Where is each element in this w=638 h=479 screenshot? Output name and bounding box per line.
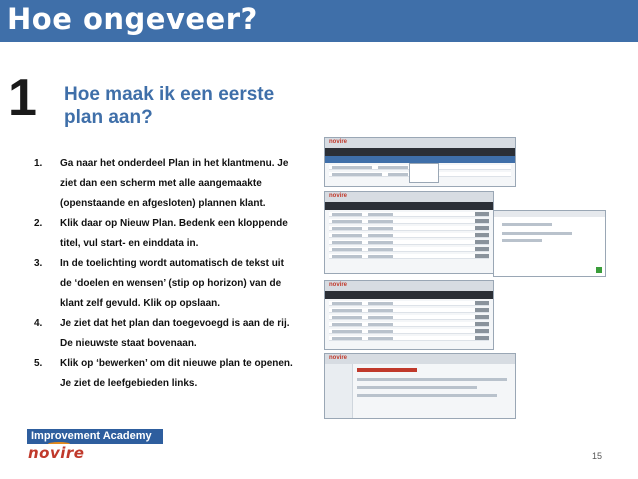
screenshot-plan-edit <box>324 353 516 419</box>
app-nav <box>325 202 493 210</box>
step-item-number: 5. <box>34 358 43 369</box>
table-row <box>329 254 489 259</box>
title-bar <box>0 0 638 42</box>
screenshot-new-plan <box>324 191 494 274</box>
app-header <box>325 281 493 291</box>
novire-logo: novire <box>28 444 85 462</box>
app-nav <box>325 148 515 156</box>
save-button <box>596 267 602 273</box>
novire-logo-icon: novire <box>329 282 348 288</box>
app-header <box>325 138 515 148</box>
step-item-text: In de toelichting wordt automatisch de tekst uit de ‘doelen en wensen’ (stip op horizon) van de klant zelf gevuld. Klik op opslaan. <box>60 258 284 309</box>
step-item-number: 4. <box>34 318 43 329</box>
step-item-number: 1. <box>34 158 43 169</box>
step-item-text: Klik daar op Nieuw Plan. Bedenk een kloppende titel, vul start- en einddata in. <box>60 218 288 249</box>
dropdown-menu <box>409 163 439 183</box>
table-row <box>329 336 489 341</box>
step-item-text: Je ziet dat het plan dan toegevoegd is aan de rij. De nieuwste staat bovenaan. <box>60 318 290 349</box>
step-item-text: Klik op ‘bewerken’ om dit nieuwe plan te openen. Je ziet de leefgebieden links. <box>60 358 293 389</box>
slide-heading: Hoe maak ik een eerste plan aan? <box>64 84 275 128</box>
step-item-number: 2. <box>34 218 43 229</box>
new-plan-popup <box>493 210 606 277</box>
slide-title: Hoe ongeveer? <box>7 2 258 36</box>
app-nav <box>325 291 493 299</box>
table-row <box>329 315 489 320</box>
table-row <box>329 212 489 217</box>
step-number: 1 <box>8 69 37 127</box>
app-header <box>325 354 515 364</box>
table-row <box>329 247 489 252</box>
table-row <box>329 301 489 306</box>
step-item-number: 3. <box>34 258 43 269</box>
step-item-text: Ga naar het onderdeel Plan in het klantmenu. Je ziet dan een scherm met alle aangemaakte (openstaande en afgesloten) plannen klant. <box>60 158 289 209</box>
step-item <box>34 314 296 354</box>
steps-list <box>34 154 296 394</box>
step-item <box>34 254 296 314</box>
app-header <box>325 192 493 202</box>
screenshot-plan-menu <box>324 137 516 187</box>
table-row <box>329 219 489 224</box>
table-row <box>329 233 489 238</box>
step-item <box>34 154 296 214</box>
screenshot-plan-list <box>324 280 494 350</box>
step-item <box>34 214 296 254</box>
academy-label: Improvement Academy <box>31 430 152 442</box>
page-number: 15 <box>592 451 603 461</box>
table-row <box>329 329 489 334</box>
table-row <box>329 308 489 313</box>
table-row <box>329 322 489 327</box>
popup-header <box>494 211 605 217</box>
client-menu <box>325 156 515 163</box>
novire-logo-icon: novire <box>329 139 348 145</box>
table-row <box>329 226 489 231</box>
life-areas-sidebar <box>325 364 353 418</box>
novire-logo-icon: novire <box>329 193 348 199</box>
step-item <box>34 354 296 394</box>
table-row <box>329 240 489 245</box>
novire-logo-icon: novire <box>329 355 348 361</box>
